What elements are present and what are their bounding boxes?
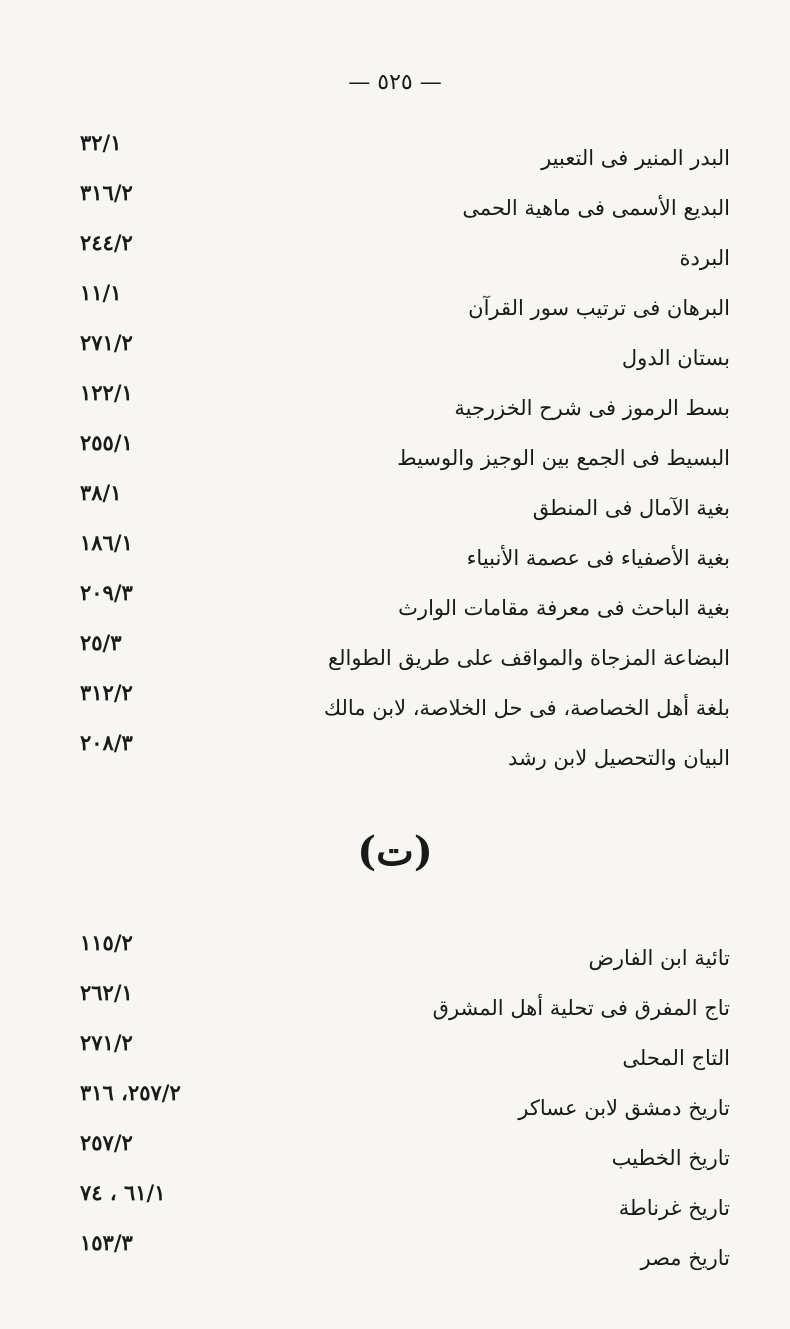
entry-title: البرهان فى ترتيب سور القرآن xyxy=(468,296,730,320)
entry-reference: ٢٥٥/١ xyxy=(80,430,133,455)
entry-reference: ٣١٢/٢ xyxy=(80,680,133,705)
entry-title: البردة xyxy=(679,246,730,270)
index-entry xyxy=(60,1080,730,1130)
index-entry xyxy=(60,380,730,430)
index-entry xyxy=(60,430,730,480)
index-entry xyxy=(60,580,730,630)
entry-title: البديع الأسمى فى ماهية الحمى xyxy=(462,196,730,220)
entry-title: البسيط فى الجمع بين الوجيز والوسيط xyxy=(397,446,730,470)
entry-reference: ١٢٢/١ xyxy=(80,380,133,405)
entry-reference: ٣٨/١ xyxy=(80,480,122,505)
entry-reference: ٢٧١/٢ xyxy=(80,330,133,355)
index-section-ta xyxy=(60,930,730,1280)
entry-title: بستان الدول xyxy=(621,346,730,370)
entry-reference: ٣١٦/٢ xyxy=(80,180,133,205)
entry-title: تائية ابن الفارض xyxy=(588,946,730,970)
entry-title: البضاعة المزجاة والمواقف على طريق الطوالع xyxy=(327,646,730,670)
entry-reference: ١١/١ xyxy=(80,280,122,305)
entry-reference: ٢٠٩/٣ xyxy=(80,580,133,605)
index-section-ba xyxy=(60,130,730,780)
entry-title: البدر المنير فى التعبير xyxy=(541,146,730,170)
index-entry xyxy=(60,1130,730,1180)
entry-reference: ٢٠٨/٣ xyxy=(80,730,133,755)
entry-reference: ٢٤٤/٢ xyxy=(80,230,133,255)
index-entry xyxy=(60,980,730,1030)
page-number: — ٥٢٥ — xyxy=(348,70,442,95)
section-letter-heading: (ت) xyxy=(357,828,433,875)
entry-reference: ٣٢/١ xyxy=(80,130,122,155)
entry-reference: ٢٥/٣ xyxy=(80,630,122,655)
entry-title: بغية الباحث فى معرفة مقامات الوارث xyxy=(398,596,730,620)
index-entry xyxy=(60,1030,730,1080)
index-entry xyxy=(60,330,730,380)
index-entry xyxy=(60,680,730,730)
entry-reference: ١١٥/٢ xyxy=(80,930,133,955)
entry-reference: ٢٥٧/٢، ٣١٦ xyxy=(80,1080,181,1105)
index-entry xyxy=(60,480,730,530)
entry-title: تاريخ مصر xyxy=(640,1246,730,1270)
entry-title: بغية الأصفياء فى عصمة الأنبياء xyxy=(466,546,730,570)
entry-reference: ٢٧١/٢ xyxy=(80,1030,133,1055)
index-entry xyxy=(60,1230,730,1280)
entry-title: بغية الآمال فى المنطق xyxy=(532,496,730,520)
entry-title: التاج المحلى xyxy=(622,1046,730,1070)
entry-reference: ١٥٣/٣ xyxy=(80,1230,133,1255)
index-entry xyxy=(60,1180,730,1230)
entry-title: تاج المفرق فى تحلية أهل المشرق xyxy=(432,996,730,1020)
entry-title: تاريخ الخطيب xyxy=(611,1146,730,1170)
index-entry xyxy=(60,280,730,330)
index-entry xyxy=(60,730,730,780)
entry-reference: ١٨٦/١ xyxy=(80,530,133,555)
index-entry xyxy=(60,630,730,680)
index-entry xyxy=(60,180,730,230)
index-entry xyxy=(60,230,730,280)
index-entry xyxy=(60,130,730,180)
index-entry xyxy=(60,530,730,580)
entry-title: تاريخ غرناطة xyxy=(618,1196,730,1220)
entry-reference: ٦١/١ ، ٧٤ xyxy=(80,1180,166,1205)
index-entry xyxy=(60,930,730,980)
entry-title: تاريخ دمشق لابن عساكر xyxy=(518,1096,730,1120)
entry-title: بلغة أهل الخصاصة، فى حل الخلاصة، لابن مالك xyxy=(323,696,730,720)
entry-title: البيان والتحصيل لابن رشد xyxy=(507,746,730,770)
entry-reference: ٢٥٧/٢ xyxy=(80,1130,133,1155)
entry-reference: ٢٦٢/١ xyxy=(80,980,133,1005)
entry-title: بسط الرموز فى شرح الخزرجية xyxy=(454,396,730,420)
